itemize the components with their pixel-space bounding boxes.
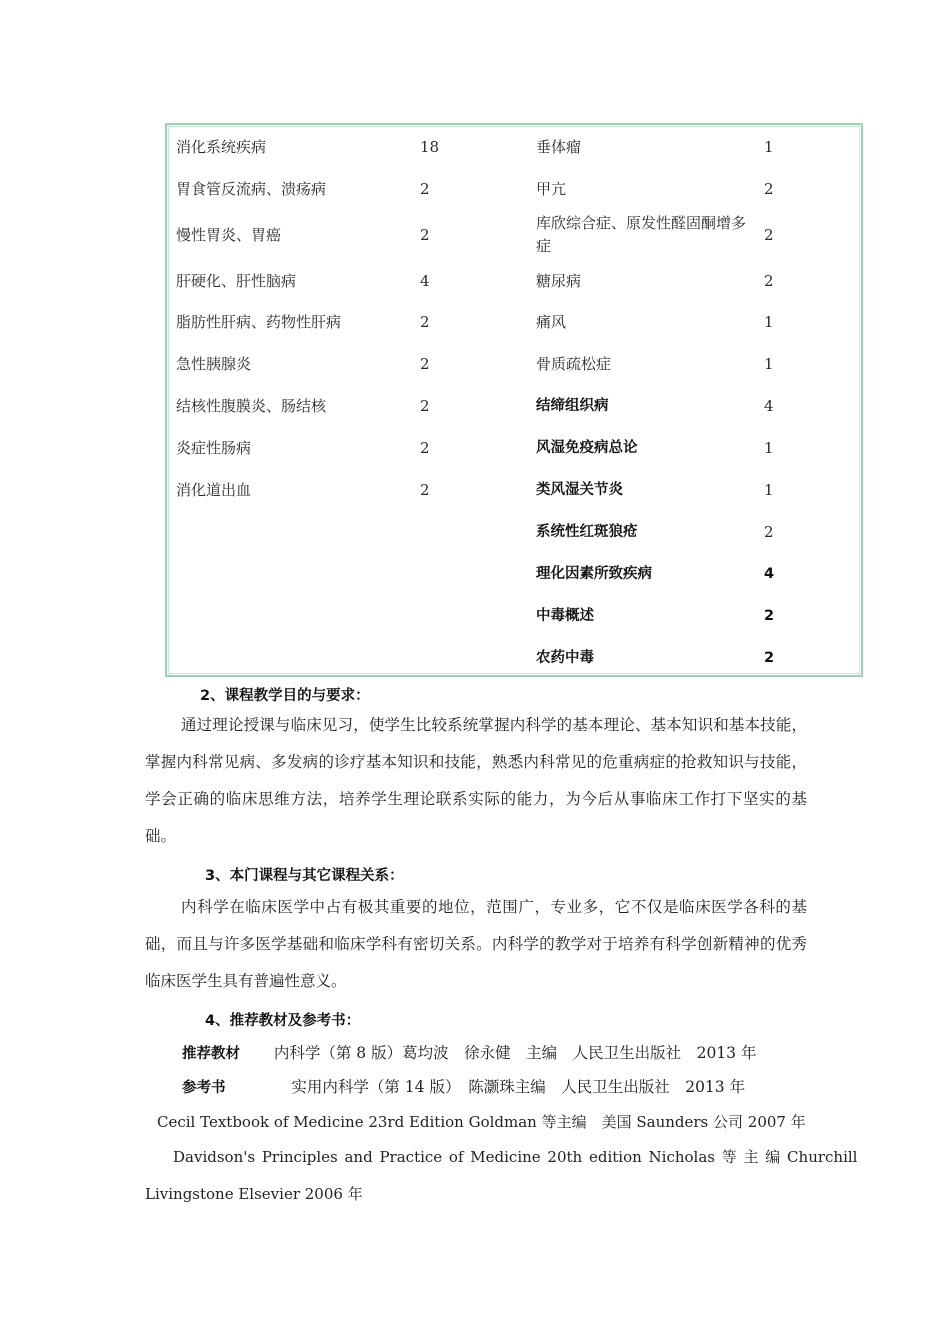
reference-label: 参考书 (182, 1080, 226, 1096)
right-hours: 2 (764, 523, 774, 541)
right-hours: 1 (764, 138, 774, 156)
left-topic: 胃食管反流病、溃疡病 (176, 180, 327, 198)
right-topic: 风湿免疫病总论 (536, 440, 638, 456)
right-topic: 骨质疏松症 (536, 355, 612, 373)
reference-text: 实用内科学（第 14 版） 陈灏珠主编 人民卫生出版社 2013 年 (291, 1078, 746, 1096)
section-heading: 3、本门课程与其它课程关系： (205, 868, 404, 884)
right-hours: 2 (764, 180, 774, 198)
left-topic: 肝硬化、肝性脑病 (176, 272, 297, 290)
right-hours: 1 (764, 481, 774, 499)
right-topic: 库欣综合症、原发性醛固酮增多症 (536, 214, 747, 255)
right-hours: 4 (764, 397, 774, 415)
reference-cecil: Cecil Textbook of Medicine 23rd Edition Goldman 等主编 美国 Saunders 公司 2007 年 (157, 1113, 806, 1131)
right-hours: 2 (764, 608, 775, 624)
left-topic: 脂肪性肝病、药物性肝病 (176, 313, 342, 331)
left-hours: 2 (420, 397, 430, 415)
right-hours: 2 (764, 272, 774, 290)
right-topic: 理化因素所致疾病 (536, 566, 652, 582)
right-hours: 2 (764, 226, 774, 244)
left-topic: 消化道出血 (176, 481, 252, 499)
left-hours: 2 (420, 180, 430, 198)
left-hours: 18 (420, 138, 440, 156)
section-body: 内科学在临床医学中占有极其重要的地位，范围广，专业多，它不仅是临床医学各科的基础，而且与许多医学基础和临床学科有密切关系。内科学的教学对于培养有科学创新精神的优秀临床医学生具有普遍性意义。 (145, 898, 807, 990)
left-topic: 慢性胃炎、胃癌 (176, 226, 282, 244)
right-hours: 1 (764, 355, 774, 373)
left-hours: 2 (420, 313, 430, 331)
left-hours: 4 (420, 272, 430, 290)
right-topic: 农药中毒 (536, 650, 594, 666)
left-topic: 消化系统疾病 (176, 138, 267, 156)
textbook-label: 推荐教材 (182, 1046, 240, 1062)
right-topic: 结缔组织病 (536, 398, 609, 414)
textbook-text: 内科学（第 8 版）葛均波 徐永健 主编 人民卫生出版社 2013 年 (273, 1044, 757, 1062)
left-hours: 2 (420, 481, 430, 499)
left-hours: 2 (420, 355, 430, 373)
left-topic: 炎症性肠病 (176, 439, 252, 457)
section-heading: 2、课程教学目的与要求： (200, 688, 370, 704)
right-hours: 1 (764, 439, 774, 457)
left-topic: 结核性腹膜炎、肠结核 (176, 397, 327, 415)
section-heading: 4、推荐教材及参考书： (205, 1013, 361, 1029)
right-hours: 4 (764, 566, 775, 582)
reference-davidson-line2: Livingstone Elsevier 2006 年 (145, 1185, 363, 1203)
left-hours: 2 (420, 439, 430, 457)
right-topic: 类风湿关节炎 (536, 482, 623, 498)
left-hours: 2 (420, 226, 430, 244)
left-topic: 急性胰腺炎 (176, 355, 252, 373)
right-topic: 痛风 (536, 313, 567, 331)
right-hours: 2 (764, 650, 775, 666)
reference-line (182, 1075, 745, 1097)
right-topic: 中毒概述 (536, 608, 594, 624)
textbook-line (182, 1041, 756, 1063)
right-topic: 系统性红斑狼疮 (536, 524, 638, 540)
section-body: 通过理论授课与临床见习，使学生比较系统掌握内科学的基本理论、基本知识和基本技能，掌握内科常见病、多发病的诊疗基本知识和技能，熟悉内科常见的危重病症的抢救知识与技能，学会正确的临床思维方法，培养学生理论联系实际的能力，为今后从事临床工作打下坚实的基础。 (145, 716, 807, 845)
right-topic: 甲亢 (536, 180, 567, 198)
right-topic: 糖尿病 (536, 272, 582, 290)
reference-davidson-line1: Davidson's Principles and Practice of Medicine 20th edition Nicholas 等 主 编 Churchill (173, 1148, 858, 1166)
right-topic: 垂体瘤 (536, 138, 582, 156)
right-hours: 1 (764, 313, 774, 331)
